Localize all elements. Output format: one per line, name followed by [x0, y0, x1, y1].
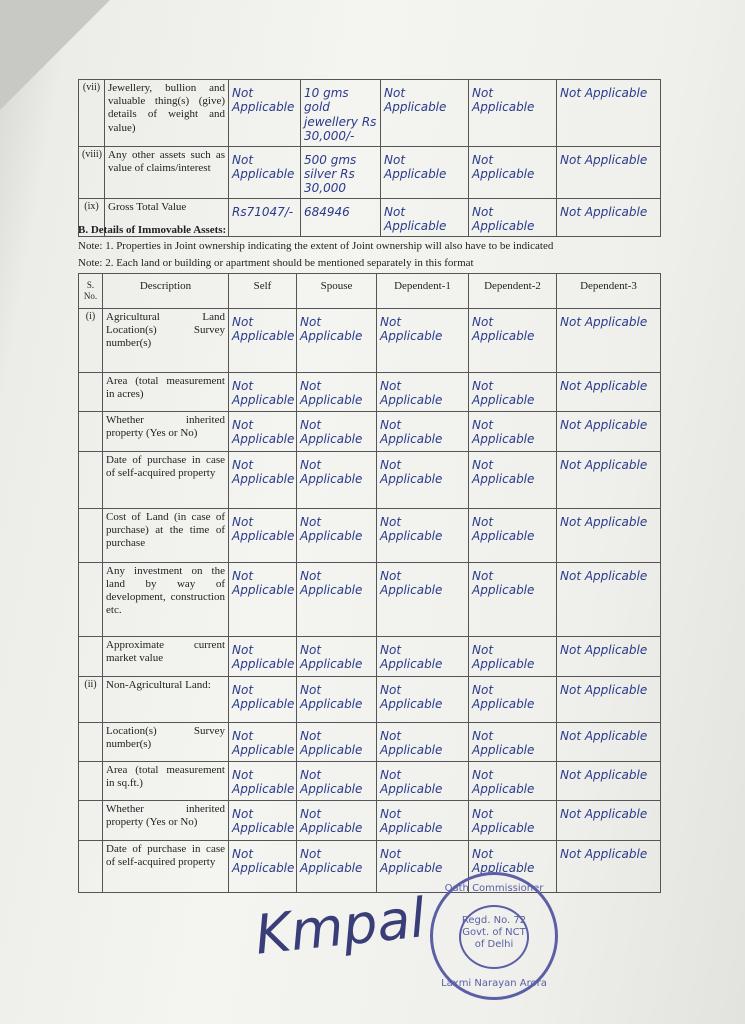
row-description: Area (total measurement in sq.ft.): [103, 761, 229, 800]
cell-self: Not Applicable: [229, 636, 297, 676]
cell-dependent-3: Not Applicable: [557, 676, 661, 722]
row-number: [79, 722, 103, 761]
cell-dependent-2: Not Applicable: [469, 761, 557, 800]
cell-self: Not Applicable: [229, 800, 297, 840]
cell-spouse: Not Applicable: [297, 451, 377, 508]
cell-dependent-2: Not Applicable: [469, 411, 557, 451]
cell-self: Rs71047/-: [229, 198, 301, 236]
row-description: Date of purchase in case of self-acquired property: [103, 451, 229, 508]
cell-dependent-1: Not Applicable: [377, 800, 469, 840]
table-row: [79, 722, 661, 761]
cell-self: Not Applicable: [229, 562, 297, 636]
cell-self: Not Applicable: [229, 451, 297, 508]
cell-dependent-3: Not Applicable: [557, 636, 661, 676]
row-description: Whether inherited property (Yes or No): [103, 411, 229, 451]
cell-dependent-2: Not Applicable: [469, 372, 557, 411]
row-description: Jewellery, bullion and valuable thing(s) (give) details of weight and value): [105, 80, 229, 147]
cell-dependent-3: Not Applicable: [557, 761, 661, 800]
cell-dependent-2: Not Applicable: [469, 636, 557, 676]
row-description: Agricultural Land Location(s) Survey number(s): [103, 308, 229, 372]
header-dependent-1: Dependent-1: [377, 274, 469, 309]
table-row: [79, 800, 661, 840]
cell-dependent-2: Not Applicable: [469, 508, 557, 562]
cell-spouse: 10 gms gold jewellery Rs 30,000/-: [301, 80, 381, 147]
header-spouse: Spouse: [297, 274, 377, 309]
row-number: [79, 562, 103, 636]
stamp-bottom-text: Laxmi Narayan Arora: [441, 978, 547, 989]
table-row: [79, 451, 661, 508]
table-row: [79, 508, 661, 562]
cell-dependent-1: Not Applicable: [377, 840, 469, 892]
header-self: Self: [229, 274, 297, 309]
row-number: (viii): [79, 146, 105, 198]
cell-dependent-1: Not Applicable: [377, 508, 469, 562]
cell-dependent-2: Not Applicable: [469, 80, 557, 147]
cell-self: Not Applicable: [229, 80, 301, 147]
stamp-line-3: of Delhi: [474, 939, 514, 950]
table-row: [79, 761, 661, 800]
cell-dependent-3: Not Applicable: [557, 146, 661, 198]
cell-spouse: Not Applicable: [297, 636, 377, 676]
cell-dependent-1: Not Applicable: [377, 562, 469, 636]
stamp-line-1: Regd. No. 72: [461, 915, 527, 926]
stamp-inner-circle: [459, 905, 529, 969]
table-header: [79, 274, 661, 309]
cell-dependent-1: Not Applicable: [377, 761, 469, 800]
cell-spouse: Not Applicable: [297, 761, 377, 800]
cell-self: Not Applicable: [229, 411, 297, 451]
stamp-line-2: Govt. of NCT: [462, 927, 526, 938]
table-row: [79, 146, 661, 198]
cell-dependent-1: Not Applicable: [377, 722, 469, 761]
row-number: [79, 800, 103, 840]
note-2: Note: 2. Each land or building or apartment should be mentioned separately in this format: [78, 257, 474, 269]
table-row: [79, 840, 661, 892]
header-dependent-3: Dependent-3: [557, 274, 661, 309]
cell-dependent-3: Not Applicable: [557, 840, 661, 892]
top-assets-table: [78, 79, 661, 237]
section-b-title: B. Details of Immovable Assets:: [78, 224, 227, 236]
cell-dependent-1: Not Applicable: [381, 146, 469, 198]
handwritten-signature: Kmpal: [252, 886, 429, 967]
row-description: Gross Total Value: [105, 198, 229, 236]
cell-self: Not Applicable: [229, 508, 297, 562]
cell-dependent-2: Not Applicable: [469, 451, 557, 508]
cell-dependent-3: Not Applicable: [557, 722, 661, 761]
cell-dependent-2: Not Applicable: [469, 562, 557, 636]
cell-self: Not Applicable: [229, 676, 297, 722]
row-description: Location(s) Survey number(s): [103, 722, 229, 761]
cell-self: Not Applicable: [229, 372, 297, 411]
immovable-assets-table: [78, 273, 661, 893]
row-description: Any other assets such as value of claims/interest: [105, 146, 229, 198]
header-dependent-2: Dependent-2: [469, 274, 557, 309]
cell-spouse: Not Applicable: [297, 508, 377, 562]
cell-dependent-3: Not Applicable: [557, 800, 661, 840]
row-number: (i): [79, 308, 103, 372]
cell-dependent-1: Not Applicable: [377, 636, 469, 676]
oath-commissioner-stamp: [430, 872, 558, 1000]
row-number: (ii): [79, 676, 103, 722]
cell-dependent-1: Not Applicable: [377, 308, 469, 372]
cell-dependent-3: Not Applicable: [557, 451, 661, 508]
cell-spouse: 684946: [301, 198, 381, 236]
header-sno: S. No.: [79, 274, 103, 309]
cell-dependent-3: Not Applicable: [557, 562, 661, 636]
cell-self: Not Applicable: [229, 722, 297, 761]
cell-dependent-1: Not Applicable: [381, 198, 469, 236]
cell-dependent-2: Not Applicable: [469, 308, 557, 372]
cell-dependent-3: Not Applicable: [557, 411, 661, 451]
table-row: [79, 411, 661, 451]
row-number: [79, 508, 103, 562]
table-row: [79, 372, 661, 411]
row-number: [79, 411, 103, 451]
row-description: Cost of Land (in case of purchase) at the time of purchase: [103, 508, 229, 562]
row-number: [79, 636, 103, 676]
table-row: [79, 308, 661, 372]
cell-spouse: Not Applicable: [297, 840, 377, 892]
cell-dependent-1: Not Applicable: [377, 451, 469, 508]
cell-dependent-2: Not Applicable: [469, 800, 557, 840]
cell-dependent-1: Not Applicable: [381, 80, 469, 147]
cell-dependent-2: Not Applicable: [469, 198, 557, 236]
stamp-top-text: Oath Commissioner: [444, 883, 544, 894]
cell-spouse: Not Applicable: [297, 308, 377, 372]
cell-spouse: Not Applicable: [297, 676, 377, 722]
cell-dependent-1: Not Applicable: [377, 372, 469, 411]
cell-spouse: Not Applicable: [297, 562, 377, 636]
row-number: [79, 761, 103, 800]
table-row: [79, 80, 661, 147]
row-description: Any investment on the land by way of development, construction etc.: [103, 562, 229, 636]
cell-dependent-3: Not Applicable: [557, 372, 661, 411]
cell-self: Not Applicable: [229, 761, 297, 800]
table-row: [79, 636, 661, 676]
cell-dependent-3: Not Applicable: [557, 80, 661, 147]
row-number: [79, 372, 103, 411]
cell-spouse: 500 gms silver Rs 30,000: [301, 146, 381, 198]
cell-dependent-1: Not Applicable: [377, 411, 469, 451]
note-1: Note: 1. Properties in Joint ownership indicating the extent of Joint ownership will also have to be indicated: [78, 240, 554, 252]
cell-dependent-3: Not Applicable: [557, 508, 661, 562]
row-description: Whether inherited property (Yes or No): [103, 800, 229, 840]
cell-spouse: Not Applicable: [297, 800, 377, 840]
row-number: (ix): [79, 198, 105, 236]
row-description: Non-Agricultural Land:: [103, 676, 229, 722]
row-number: (vii): [79, 80, 105, 147]
cell-self: Not Applicable: [229, 308, 297, 372]
row-number: [79, 840, 103, 892]
cell-spouse: Not Applicable: [297, 411, 377, 451]
header-description: Description: [103, 274, 229, 309]
row-description: Date of purchase in case of self-acquired property: [103, 840, 229, 892]
cell-self: Not Applicable: [229, 146, 301, 198]
row-description: Area (total measurement in acres): [103, 372, 229, 411]
cell-dependent-3: Not Applicable: [557, 198, 661, 236]
cell-dependent-2: Not Applicable: [469, 676, 557, 722]
cell-dependent-2: Not Applicable: [469, 840, 557, 892]
cell-spouse: Not Applicable: [297, 372, 377, 411]
row-number: [79, 451, 103, 508]
cell-dependent-3: Not Applicable: [557, 308, 661, 372]
cell-dependent-2: Not Applicable: [469, 722, 557, 761]
cell-spouse: Not Applicable: [297, 722, 377, 761]
row-description: Approximate current market value: [103, 636, 229, 676]
cell-dependent-2: Not Applicable: [469, 146, 557, 198]
table-row: [79, 676, 661, 722]
table-row: [79, 562, 661, 636]
cell-self: Not Applicable: [229, 840, 297, 892]
cell-dependent-1: Not Applicable: [377, 676, 469, 722]
